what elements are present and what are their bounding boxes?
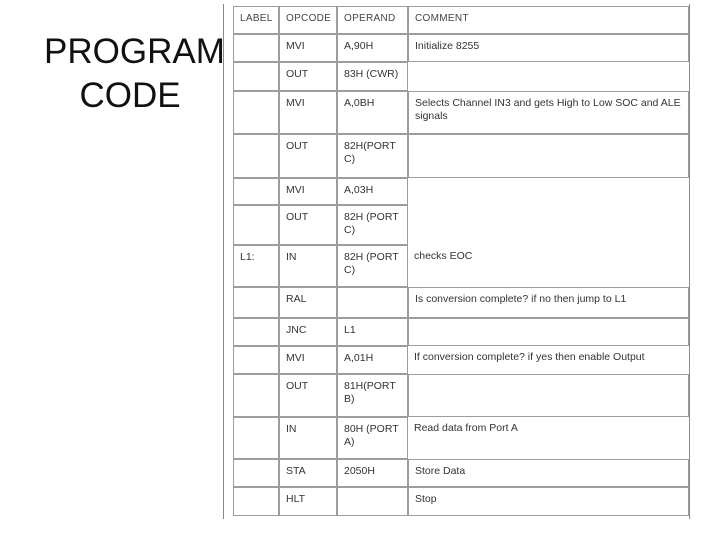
row-11-comment (408, 374, 689, 417)
row-13-comment: Store Data (408, 459, 689, 487)
row-1-opcode: MVI (279, 34, 337, 62)
row-1-comment: Initialize 8255 (408, 34, 689, 62)
row-6-opcode: OUT (279, 205, 337, 245)
row-11-operand: 81H(PORT B) (337, 374, 408, 417)
row-10-label (233, 346, 279, 374)
row-12-operand: 80H (PORT A) (337, 417, 408, 459)
row-5-operand: A,03H (337, 178, 408, 205)
row-4-operand: 82H(PORT C) (337, 134, 408, 178)
row-10-operand: A,01H (337, 346, 408, 374)
row-5-comment (408, 178, 689, 205)
row-11-opcode: OUT (279, 374, 337, 417)
row-13-opcode: STA (279, 459, 337, 487)
row-11-label (233, 374, 279, 417)
row-2-label (233, 62, 279, 91)
row-13-label (233, 459, 279, 487)
row-14-label (233, 487, 279, 516)
row-6-label (233, 205, 279, 245)
row-2-opcode: OUT (279, 62, 337, 91)
row-2-comment (408, 62, 689, 91)
table-left-border (223, 4, 224, 519)
slide-title (44, 30, 225, 118)
row-12-comment: Read data from Port A (414, 422, 518, 434)
row-7-comment: checks EOC (414, 250, 473, 262)
row-14-operand (337, 487, 408, 516)
row-7-operand: 82H (PORT C) (337, 245, 408, 287)
row-12-label (233, 417, 279, 459)
row-8-opcode: RAL (279, 287, 337, 318)
slide-title-line2: CODE (79, 76, 181, 115)
row-10-comment: If conversion complete? if yes then enable Output (414, 351, 645, 363)
row-9-label (233, 318, 279, 346)
table-right-border (689, 4, 690, 519)
row-10-opcode: MVI (279, 346, 337, 374)
row-1-label (233, 34, 279, 62)
row-9-opcode: JNC (279, 318, 337, 346)
row-6-operand: 82H (PORT C) (337, 205, 408, 245)
row-9-operand: L1 (337, 318, 408, 346)
row-6-comment (408, 205, 689, 245)
header-operand: OPERAND (337, 6, 408, 34)
header-comment: COMMENT (408, 6, 689, 34)
row-7-label: L1: (233, 245, 279, 287)
row-2-operand: 83H (CWR) (337, 62, 408, 91)
row-8-operand (337, 287, 408, 318)
row-9-comment (408, 318, 689, 346)
row-3-label (233, 91, 279, 134)
header-opcode: OPCODE (279, 6, 337, 34)
row-3-opcode: MVI (279, 91, 337, 134)
row-3-operand: A,0BH (337, 91, 408, 134)
header-label: LABEL (233, 6, 279, 34)
row-8-comment: Is conversion complete? if no then jump to L1 (408, 287, 689, 318)
row-3-comment: Selects Channel IN3 and gets High to Low SOC and ALE signals (408, 91, 689, 134)
row-4-label (233, 134, 279, 178)
row-12-opcode: IN (279, 417, 337, 459)
row-14-opcode: HLT (279, 487, 337, 516)
row-5-label (233, 178, 279, 205)
row-13-operand: 2050H (337, 459, 408, 487)
row-14-comment: Stop (408, 487, 689, 516)
row-4-opcode: OUT (279, 134, 337, 178)
row-8-label (233, 287, 279, 318)
row-5-opcode: MVI (279, 178, 337, 205)
row-7-opcode: IN (279, 245, 337, 287)
slide-title-line1: PROGRAM (44, 32, 225, 71)
row-4-comment (408, 134, 689, 178)
row-1-operand: A,90H (337, 34, 408, 62)
